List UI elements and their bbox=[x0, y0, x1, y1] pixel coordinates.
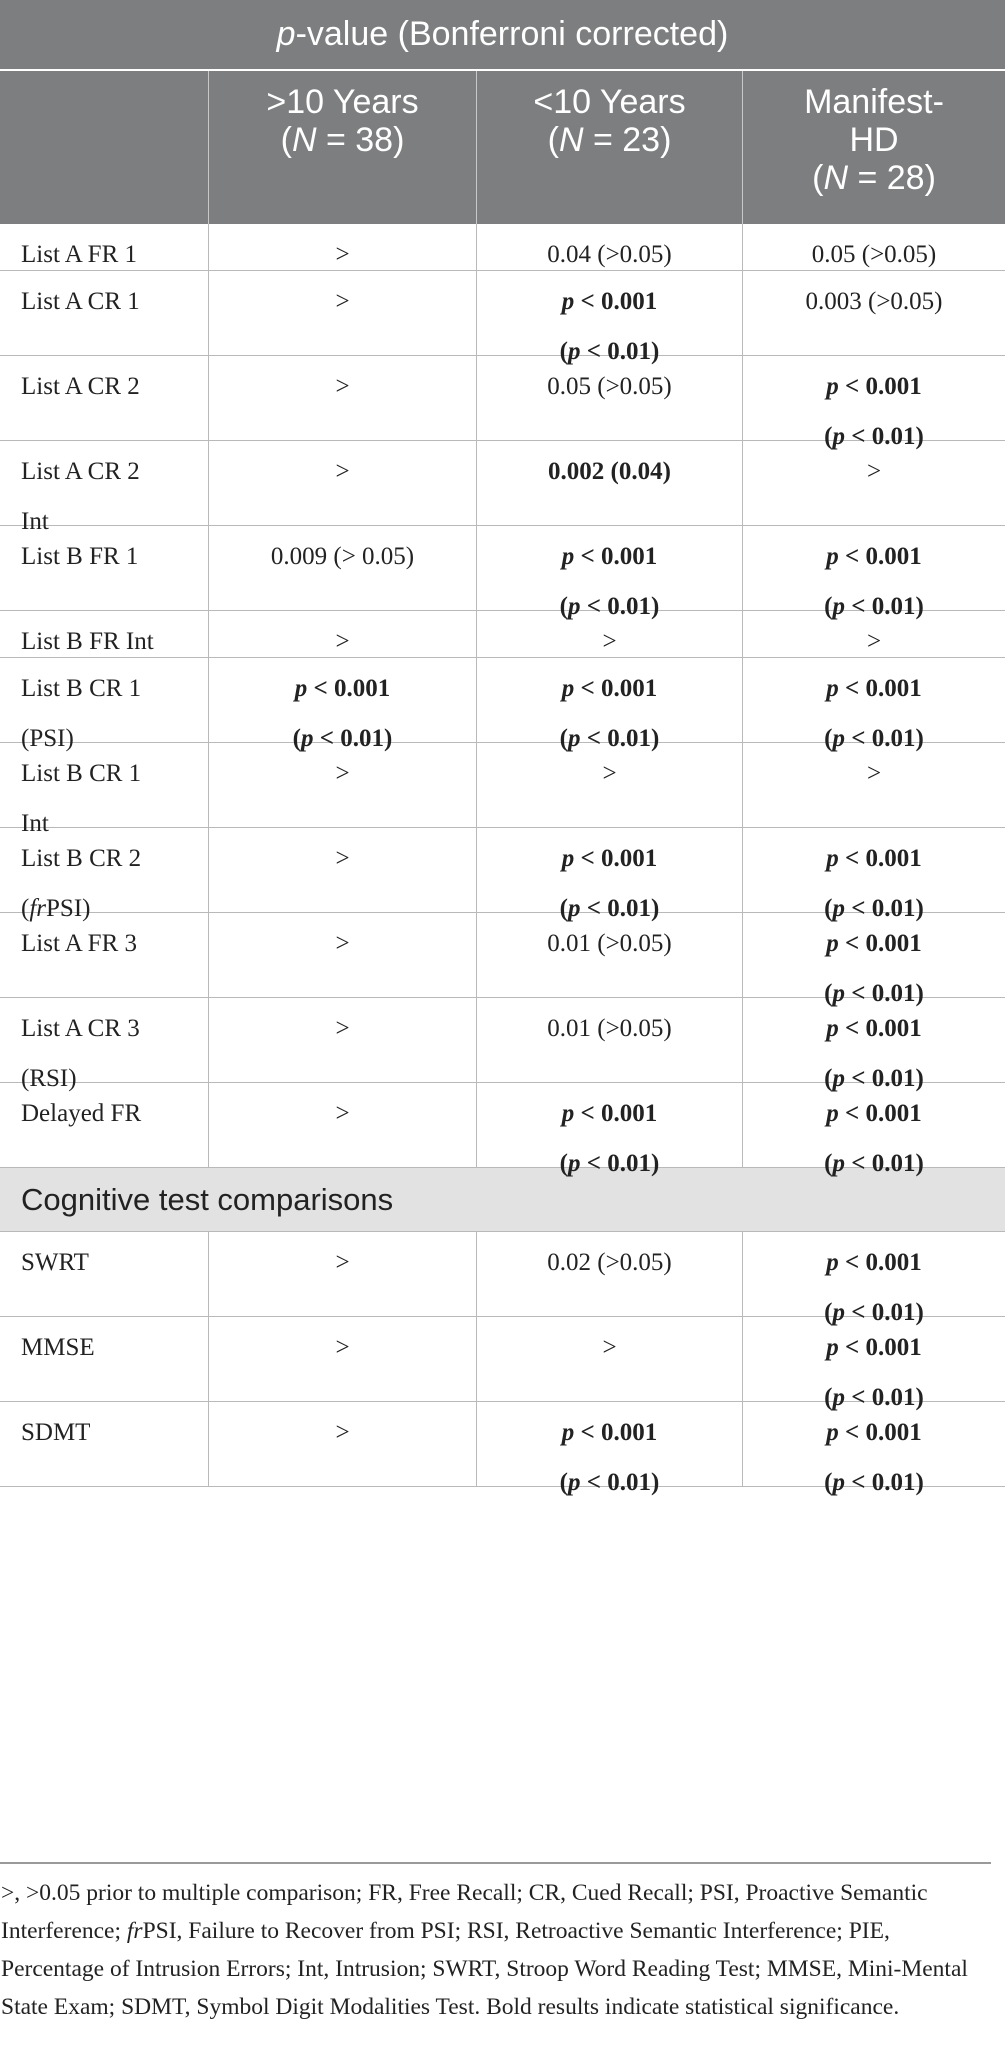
p-value-cell: p < 0.001 (p < 0.01) bbox=[476, 1402, 742, 1486]
p-value-cell: p < 0.001 (p < 0.01) bbox=[742, 356, 1005, 440]
p-value-cell: p < 0.001 (p < 0.01) bbox=[742, 1232, 1005, 1316]
table-body-cognitive bbox=[0, 1232, 1005, 1496]
column-header-label bbox=[0, 71, 208, 224]
p-value-cell: > bbox=[208, 271, 476, 355]
p-value-cell: > bbox=[476, 743, 742, 827]
p-value-cell: > bbox=[208, 998, 476, 1082]
table-row bbox=[0, 526, 1005, 620]
table-body bbox=[0, 224, 1005, 1177]
row-label: List A CR 1 bbox=[21, 288, 140, 315]
p-value-cell: p < 0.001 (p < 0.01) bbox=[476, 271, 742, 355]
table-row bbox=[0, 356, 1005, 450]
table-row bbox=[0, 271, 1005, 365]
p-value-cell: > bbox=[208, 1232, 476, 1316]
p-value-cell: p < 0.001 (p < 0.01) bbox=[742, 913, 1005, 997]
p-value-cell: p < 0.001 (p < 0.01) bbox=[476, 828, 742, 912]
column-header-manifest-hd: Manifest- HD (N = 28) bbox=[742, 71, 1005, 224]
table-row bbox=[0, 1232, 1005, 1326]
row-label: List A CR 2 bbox=[21, 373, 140, 400]
p-value-cell: 0.02 (>0.05) bbox=[476, 1232, 742, 1316]
p-value-cell: p < 0.001 (p < 0.01) bbox=[742, 1317, 1005, 1401]
p-value-cell: p < 0.001 (p < 0.01) bbox=[742, 1402, 1005, 1486]
p-value-cell: p < 0.001 (p < 0.01) bbox=[742, 828, 1005, 912]
p-value-cell: > bbox=[208, 743, 476, 827]
row-label: SDMT bbox=[21, 1419, 91, 1446]
p-value-cell: > bbox=[742, 743, 1005, 827]
section-header: Cognitive test comparisons bbox=[0, 1168, 1005, 1232]
table-row bbox=[0, 224, 1005, 271]
p-value-cell: > bbox=[742, 611, 1005, 657]
table-row bbox=[0, 658, 1005, 752]
p-value-cell: 0.003 (>0.05) bbox=[742, 271, 1005, 355]
table-row bbox=[0, 828, 1005, 922]
table-row bbox=[0, 913, 1005, 1007]
p-value-cell: > bbox=[476, 611, 742, 657]
row-label: List B CR 1 Int bbox=[21, 760, 142, 837]
p-value-cell: 0.01 (>0.05) bbox=[476, 998, 742, 1082]
p-value-cell: > bbox=[208, 828, 476, 912]
table-row bbox=[0, 1317, 1005, 1411]
p-value-cell: p < 0.001 (p < 0.01) bbox=[742, 526, 1005, 610]
p-value-cell: > bbox=[476, 1317, 742, 1401]
p-value-cell: p < 0.001 (p < 0.01) bbox=[742, 1083, 1005, 1167]
p-value-cell: p < 0.001 (p < 0.01) bbox=[208, 658, 476, 742]
column-header-row bbox=[0, 71, 1005, 224]
row-label: List A FR 3 bbox=[21, 930, 138, 957]
p-value-cell: p < 0.001 (p < 0.01) bbox=[476, 526, 742, 610]
p-value-cell: 0.002 (0.04) bbox=[476, 441, 742, 525]
p-value-cell: 0.01 (>0.05) bbox=[476, 913, 742, 997]
p-value-cell: p < 0.001 (p < 0.01) bbox=[742, 658, 1005, 742]
column-header-over-10-years: >10 Years (N = 38) bbox=[208, 71, 476, 224]
table-row bbox=[0, 743, 1005, 837]
row-label: List B CR 1 (PSI) bbox=[21, 675, 142, 752]
row-label: Delayed FR bbox=[21, 1100, 142, 1127]
table-row bbox=[0, 1402, 1005, 1496]
p-value-cell: > bbox=[208, 441, 476, 525]
p-value-cell: > bbox=[208, 224, 476, 270]
p-value-cell: > bbox=[742, 441, 1005, 525]
p-value-cell: > bbox=[208, 1083, 476, 1167]
row-label: List B CR 2 (frPSI) bbox=[21, 845, 142, 922]
p-value-cell: p < 0.001 (p < 0.01) bbox=[476, 658, 742, 742]
p-value-cell: p < 0.001 (p < 0.01) bbox=[476, 1083, 742, 1167]
row-label: List B FR Int bbox=[21, 628, 154, 655]
p-value-cell: > bbox=[208, 611, 476, 657]
p-value-cell: 0.009 (> 0.05) bbox=[208, 526, 476, 610]
p-value-cell: 0.05 (>0.05) bbox=[476, 356, 742, 440]
column-header-under-10-years: <10 Years (N = 23) bbox=[476, 71, 742, 224]
p-value-cell: > bbox=[208, 1317, 476, 1401]
row-label: MMSE bbox=[21, 1334, 95, 1361]
row-label: List A CR 3 (RSI) bbox=[21, 1015, 140, 1092]
table-row bbox=[0, 1083, 1005, 1177]
p-value-cell: > bbox=[208, 913, 476, 997]
p-value-cell: p < 0.001 (p < 0.01) bbox=[742, 998, 1005, 1082]
table-title: p -value (Bonferroni corrected) bbox=[0, 0, 1005, 71]
row-label: List A CR 2 Int bbox=[21, 458, 140, 535]
table-row bbox=[0, 998, 1005, 1092]
table-row bbox=[0, 611, 1005, 658]
row-label: SWRT bbox=[21, 1249, 89, 1276]
row-label: List B FR 1 bbox=[21, 543, 139, 570]
p-value-cell: > bbox=[208, 356, 476, 440]
row-label: List A FR 1 bbox=[21, 241, 138, 268]
table-footnote: >, >0.05 prior to multiple comparison; FR, Free Recall; CR, Cued Recall; PSI, Proactive Semantic Interference; frPSI, Failure to Recover from PSI; RSI, Retroactive Semantic Interference; PIE, Percentage of Intrusion Errors; Int, Intrusion; SWRT, Stroop Word Reading Test; MMSE, Mini-Mental State Exam; SDMT, Symbol Digit Modalities Test. Bold results indicate statistical significance. bbox=[0, 1862, 991, 2026]
table-row bbox=[0, 441, 1005, 535]
p-value-cell: > bbox=[208, 1402, 476, 1486]
p-value-cell: 0.04 (>0.05) bbox=[476, 224, 742, 270]
p-value-cell: 0.05 (>0.05) bbox=[742, 224, 1005, 270]
